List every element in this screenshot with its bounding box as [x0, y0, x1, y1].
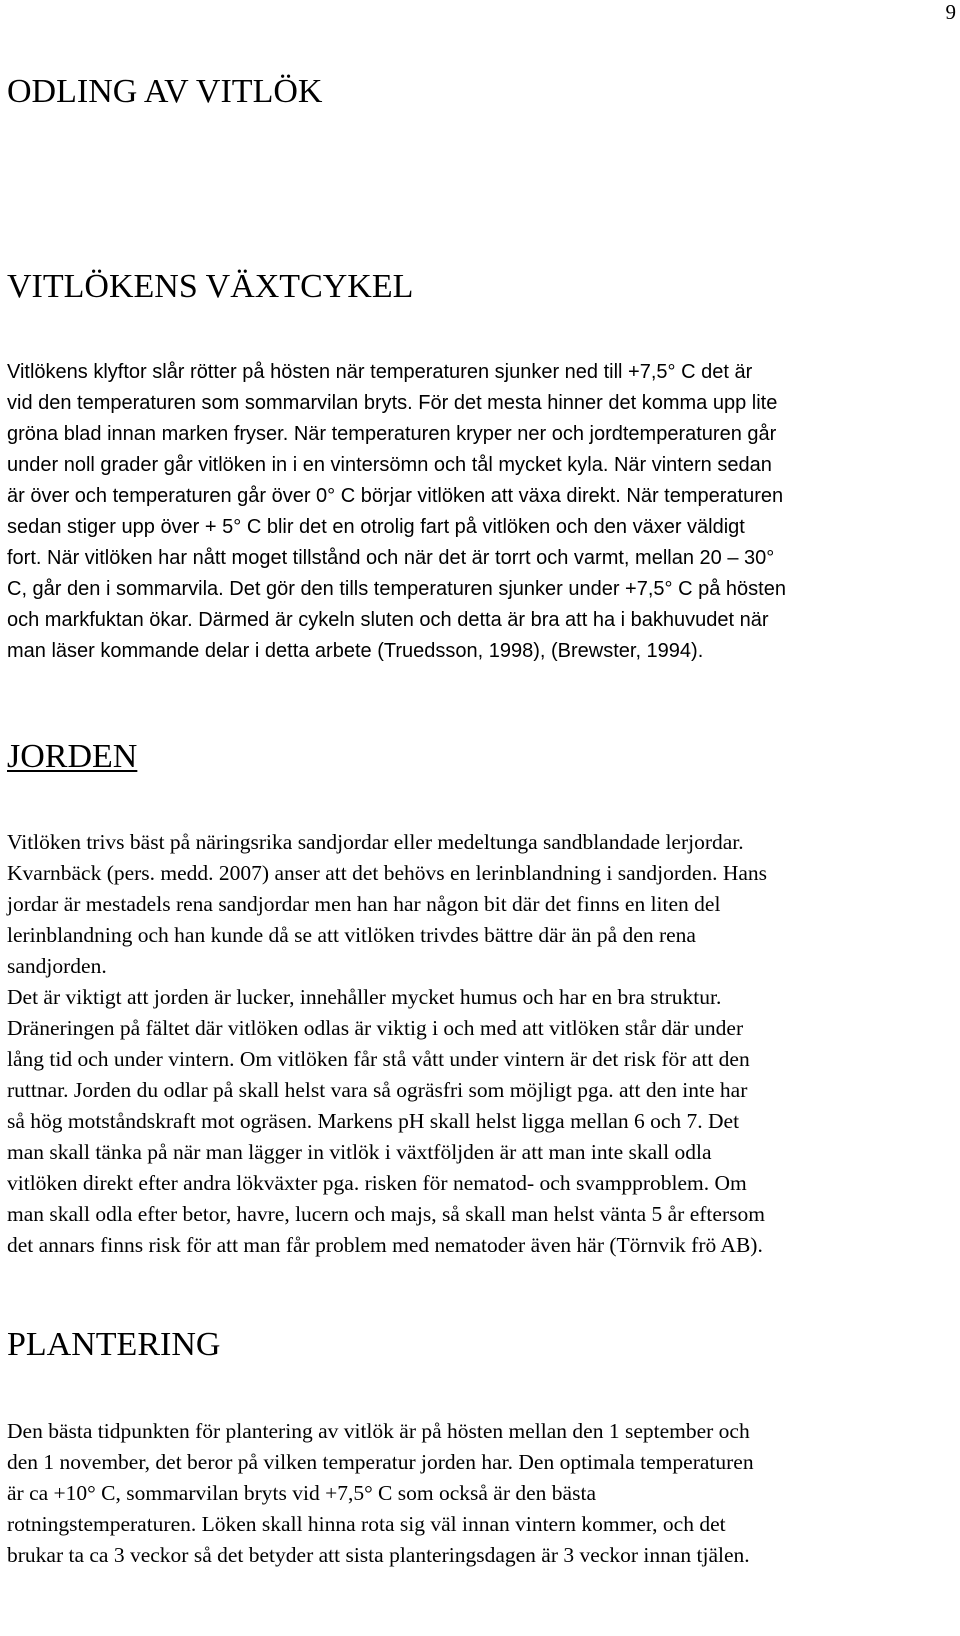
text-line: under noll grader går vitlöken in i en vintersömn och tål mycket kyla. När vintern sedan	[7, 454, 772, 476]
text-line: lerinblandning och han kunde då se att vitlöken trivdes bättre där än på den rena	[7, 923, 696, 947]
text-line: Vitlökens klyftor slår rötter på hösten när temperaturen sjunker ned till +7,5° C det är	[7, 361, 753, 383]
text-line: jordar är mestadels rena sandjordar men han har någon bit där det finns en liten del	[7, 892, 721, 916]
section-heading-plantering: PLANTERING	[7, 1326, 221, 1363]
text-line: sedan stiger upp över + 5° C blir det en otrolig fart på vitlöken och den växer väldigt	[7, 516, 745, 538]
text-line: man skall tänka på när man lägger in vitlök i växtföljden är att man inte skall odla	[7, 1140, 712, 1164]
text-line: man skall odla efter betor, havre, lucern och majs, så skall man helst vänta 5 år eftersom	[7, 1202, 765, 1226]
paragraph-vaxtcykel	[7, 357, 786, 667]
paragraph-jorden	[7, 827, 767, 1261]
text-line: den 1 november, det beror på vilken temperatur jorden har. Den optimala temperaturen	[7, 1450, 754, 1474]
text-line: gröna blad innan marken fryser. När temperaturen kryper ner och jordtemperaturen går	[7, 423, 777, 445]
section-heading-vaxtcykel: VITLÖKENS VÄXTCYKEL	[7, 268, 414, 305]
text-line: Dräneringen på fältet där vitlöken odlas är viktig i och med att vitlöken står där under	[7, 1016, 744, 1040]
text-line: så hög motståndskraft mot ogräsen. Markens pH skall helst ligga mellan 6 och 7. Det	[7, 1109, 740, 1133]
text-line: lång tid och under vintern. Om vitlöken får stå vått under vintern är det risk för att den	[7, 1047, 750, 1071]
text-line: det annars finns risk för att man får problem med nematoder även här (Törnvik frö AB).	[7, 1233, 763, 1257]
text-line: är ca +10° C, sommarvilan bryts vid +7,5° C som också är den bästa	[7, 1481, 596, 1505]
text-line: Den bästa tidpunkten för plantering av vitlök är på hösten mellan den 1 september och	[7, 1419, 750, 1443]
text-line: Kvarnbäck (pers. medd. 2007) anser att det behövs en lerinblandning i sandjorden. Hans	[7, 861, 768, 885]
paragraph-plantering	[7, 1416, 754, 1571]
text-line: fort. När vitlöken har nått moget tillstånd och när det är torrt och varmt, mellan 20 – 30°	[7, 547, 775, 569]
text-line: vid den temperaturen som sommarvilan bryts. För det mesta hinner det komma upp lite	[7, 392, 778, 414]
page-number: 9	[945, 0, 956, 24]
text-line: ruttnar. Jorden du odlar på skall helst vara så ogräsfri som möjligt pga. att den inte har	[7, 1078, 748, 1102]
text-line: är över och temperaturen går över 0° C börjar vitlöken att växa direkt. När temperaturen	[7, 485, 784, 507]
text-line: brukar ta ca 3 veckor så det betyder att sista planteringsdagen är 3 veckor innan tjälen.	[7, 1543, 750, 1567]
text-line: C, går den i sommarvila. Det gör den tills temperaturen sjunker under +7,5° C på hösten	[7, 578, 786, 600]
text-line: Det är viktigt att jorden är lucker, innehåller mycket humus och har en bra struktur.	[7, 985, 722, 1009]
section-heading-jorden: JORDEN	[7, 738, 138, 775]
text-line: vitlöken direkt efter andra lökväxter pga. risken för nematod- och svampproblem. Om	[7, 1171, 747, 1195]
text-line: och markfuktan ökar. Därmed är cykeln sluten och detta är bra att ha i bakhuvudet när	[7, 609, 769, 631]
document-title: ODLING AV VITLÖK	[7, 73, 323, 110]
text-line: Vitlöken trivs bäst på näringsrika sandjordar eller medeltunga sandblandade lerjordar.	[7, 830, 744, 854]
text-line: man läser kommande delar i detta arbete (Truedsson, 1998), (Brewster, 1994).	[7, 640, 704, 662]
text-line: rotningstemperaturen. Löken skall hinna rota sig väl innan vintern kommer, och det	[7, 1512, 726, 1536]
text-line: sandjorden.	[7, 954, 107, 978]
